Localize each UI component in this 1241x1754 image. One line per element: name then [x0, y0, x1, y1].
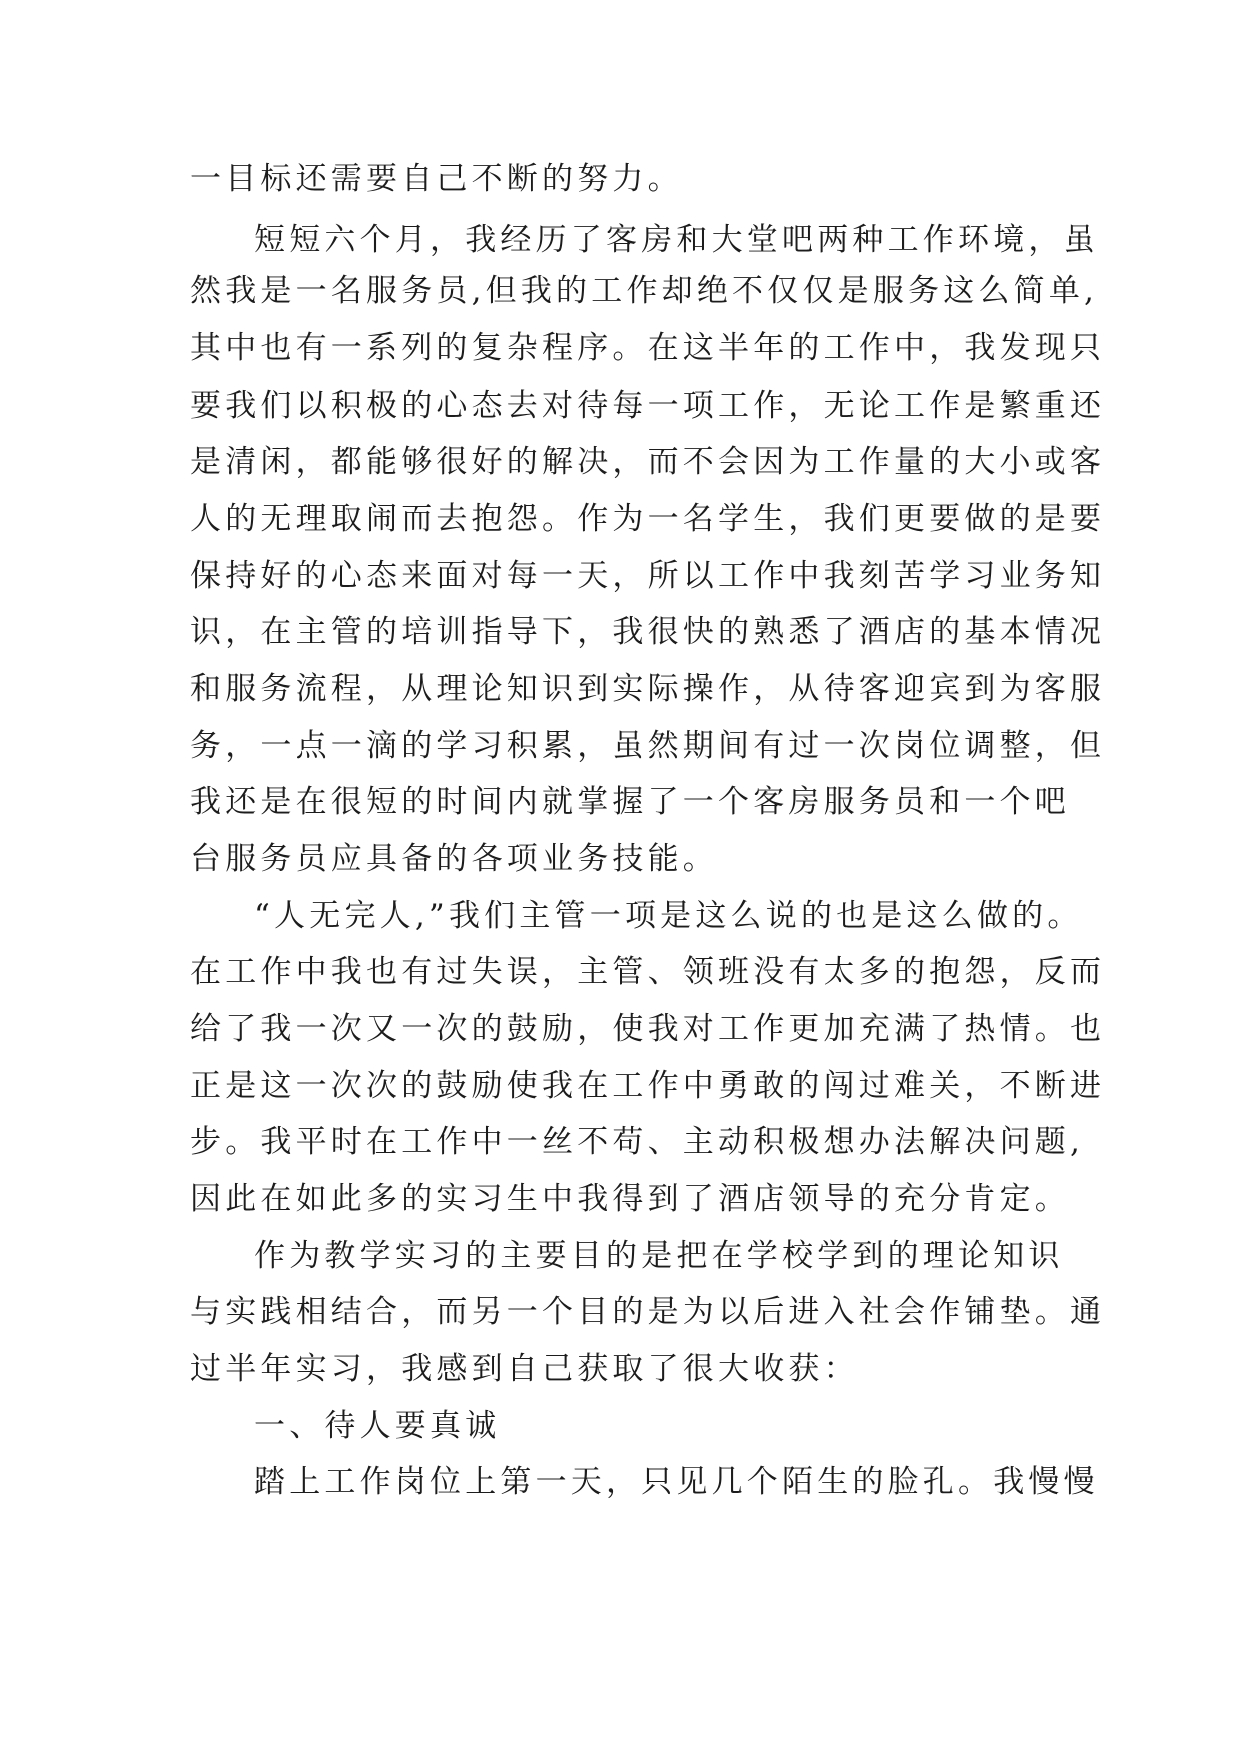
text-line: 作为教学实习的主要目的是把在学校学到的理论知识 — [254, 1238, 1064, 1274]
text-line: 过半年实习，我感到自己获取了很大收获： — [190, 1351, 859, 1387]
text-line: 步。我平时在工作中一丝不苟、主动积极想办法解决问题, — [190, 1124, 1085, 1160]
text-line: 给了我一次又一次的鼓励，使我对工作更加充满了热情。也 — [190, 1011, 1106, 1047]
text-line: 然我是一名服务员,但我的工作却绝不仅仅是服务这么简单, — [190, 273, 1099, 309]
text-line: 要我们以积极的心态去对待每一项工作，无论工作是繁重还 — [190, 388, 1106, 424]
text-line: 我还是在很短的时间内就掌握了一个客房服务员和一个吧 — [190, 784, 1070, 820]
text-line: 务，一点一滴的学习积累，虽然期间有过一次岗位调整，但 — [190, 728, 1106, 764]
text-line: 保持好的心态来面对每一天，所以工作中我刻苦学习业务知 — [190, 558, 1106, 594]
text-line: 与实践相结合，而另一个目的是为以后进入社会作铺垫。通 — [190, 1294, 1106, 1330]
text-line: 因此在如此多的实习生中我得到了酒店领导的充分肯定。 — [190, 1181, 1070, 1217]
text-line: 台服务员应具备的各项业务技能。 — [190, 841, 718, 877]
text-line: “人无完人,”我们主管一项是这么说的也是这么做的。 — [254, 898, 1083, 934]
text-line: 是清闲，都能够很好的解决，而不会因为工作量的大小或客 — [190, 444, 1106, 480]
text-line: 在工作中我也有过失误，主管、领班没有太多的抱怨，反而 — [190, 954, 1106, 990]
text-line: 踏上工作岗位上第一天，只见几个陌生的脸孔。我慢慢 — [254, 1464, 1099, 1500]
text-line: 短短六个月，我经历了客房和大堂吧两种工作环境，虽 — [254, 222, 1099, 258]
text-line: 和服务流程，从理论知识到实际操作，从待客迎宾到为客服 — [190, 671, 1106, 707]
text-line: 识，在主管的培训指导下，我很快的熟悉了酒店的基本情况 — [190, 614, 1106, 650]
text-line: 其中也有一系列的复杂程序。在这半年的工作中，我发现只 — [190, 330, 1106, 366]
section-heading: 一、待人要真诚 — [254, 1408, 501, 1444]
text-line: 正是这一次次的鼓励使我在工作中勇敢的闯过难关，不断进 — [190, 1068, 1106, 1104]
text-line: 一目标还需要自己不断的努力。 — [190, 161, 683, 197]
text-line: 人的无理取闹而去抱怨。作为一名学生，我们更要做的是要 — [190, 501, 1106, 537]
